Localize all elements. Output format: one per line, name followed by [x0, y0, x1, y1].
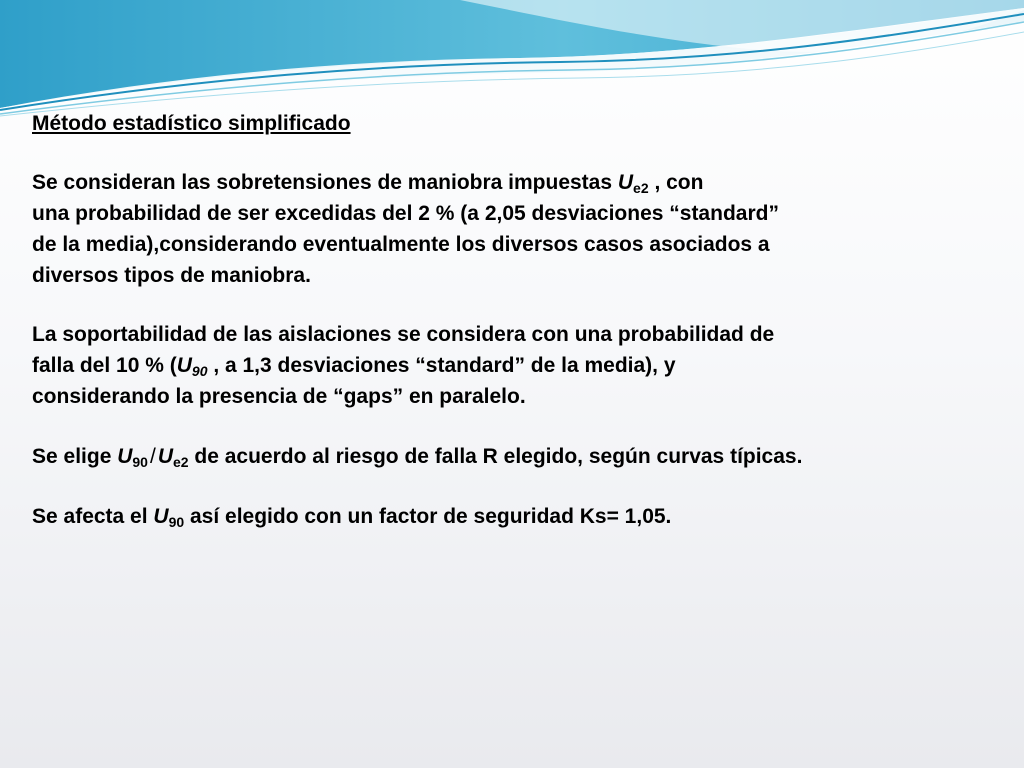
slide-title: Método estadístico simplificado [32, 112, 351, 135]
paragraph-factor-seguridad: Se afecta el $U_{90}$ así elegido con un factor de seguridad Ks= 1,05. [32, 505, 672, 530]
paragraph-line: diversos tipos de maniobra. [32, 264, 311, 287]
paragraph-sobretensiones [32, 167, 1002, 291]
header-wave-decoration [0, 0, 1024, 120]
paragraph-line: falla del 10 % ($U_{90}$ , a 1,3 desviaciones “standard” de la media), y [32, 354, 676, 379]
paragraph-soportabilidad [32, 319, 1002, 412]
slide-body [32, 108, 1002, 532]
paragraph-line: considerando la presencia de “gaps” en paralelo. [32, 385, 526, 408]
paragraph-line: una probabilidad de ser excedidas del 2 % (a 2,05 desviaciones “standard” [32, 202, 779, 225]
paragraph-eleccion: Se elige $U_{90}/U_{e2}$ de acuerdo al riesgo de falla R elegido, según curvas típicas. [32, 445, 803, 470]
paragraph-line: de la media),considerando eventualmente los diversos casos asociados a [32, 233, 770, 256]
paragraph-line: Se consideran las sobretensiones de maniobra impuestas $U_{e2}$ , con [32, 171, 704, 196]
paragraph-line: La soportabilidad de las aislaciones se considera con una probabilidad de [32, 323, 775, 346]
